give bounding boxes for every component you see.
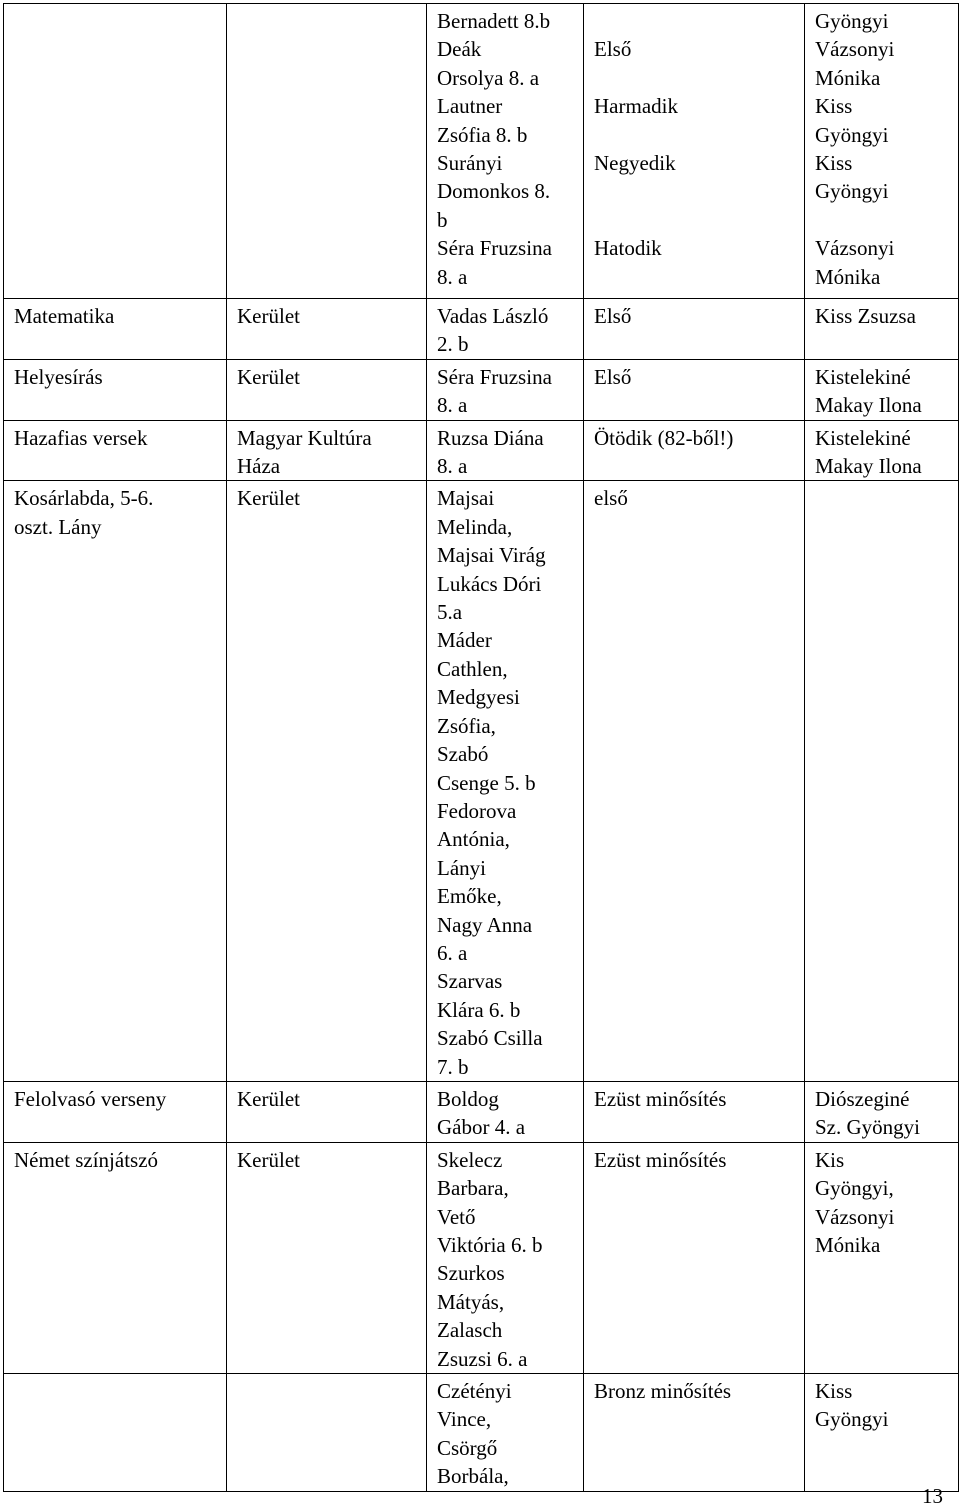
- cell-line: 2. b: [437, 332, 469, 357]
- teacher-cell: [805, 4, 959, 299]
- cell-line: Szarvas: [437, 969, 503, 994]
- result-cell: [584, 481, 805, 1082]
- cell-line: Szabó: [437, 742, 489, 767]
- cell-line: Sz. Gyöngyi: [815, 1115, 920, 1140]
- cell-line: Domonkos 8.: [437, 179, 551, 204]
- cell-line: Felolvasó verseny: [14, 1086, 167, 1111]
- result-cell: [584, 1142, 805, 1373]
- cell-line: Séra Fruzsina: [437, 364, 552, 389]
- cell-line: [815, 206, 950, 234]
- cell-line: Kerület: [237, 486, 300, 511]
- table-row: [4, 481, 959, 1082]
- cell-line: [594, 177, 796, 205]
- cell-line: Séra Fruzsina: [437, 236, 552, 261]
- cell-line: 7. b: [437, 1054, 469, 1079]
- cell-line: Bronz minősítés: [594, 1379, 732, 1404]
- cell-line: Matematika: [14, 304, 115, 328]
- cell-line: Mónika: [815, 1233, 881, 1257]
- cell-line: 6. a: [437, 940, 468, 965]
- students-cell: [427, 420, 584, 481]
- level-cell: [227, 1081, 427, 1142]
- cell-line: Makay Ilona: [815, 454, 922, 479]
- teacher-cell: [805, 1081, 959, 1142]
- cell-line: Deák: [437, 37, 482, 62]
- cell-line: Csörgő: [437, 1435, 498, 1460]
- cell-line: [594, 206, 796, 234]
- result-cell: [584, 359, 805, 420]
- cell-line: Vázsonyi: [815, 37, 895, 62]
- level-cell: [227, 359, 427, 420]
- cell-line: Gyöngyi: [815, 1407, 889, 1432]
- cell-line: Skelecz: [437, 1147, 503, 1172]
- table-row: [4, 359, 959, 420]
- cell-line: Kosárlabda, 5-6.: [14, 486, 154, 511]
- teacher-cell: [805, 1374, 959, 1492]
- teacher-cell: [805, 1142, 959, 1373]
- cell-line: 8. a: [437, 264, 468, 289]
- cell-line: Ezüst minősítés: [594, 1147, 727, 1172]
- cell-line: [594, 64, 796, 92]
- cell-line: Kerület: [237, 304, 300, 328]
- cell-line: [594, 263, 796, 291]
- cell-line: Mónika: [815, 264, 881, 289]
- cell-line: Antónia,: [437, 827, 510, 852]
- cell-line: Surányi: [437, 151, 503, 176]
- cell-line: Zsófia 8. b: [437, 122, 528, 147]
- table-row: [4, 1374, 959, 1492]
- cell-line: Harmadik: [594, 94, 678, 119]
- cell-line: Mátyás,: [437, 1289, 505, 1314]
- students-cell: [427, 1081, 584, 1142]
- cell-line: Kerület: [237, 364, 300, 389]
- result-cell: [584, 420, 805, 481]
- cell-line: [594, 7, 796, 35]
- students-cell: [427, 1142, 584, 1373]
- cell-line: Vető: [437, 1204, 476, 1229]
- result-cell: [584, 1081, 805, 1142]
- level-cell: [227, 1374, 427, 1492]
- cell-line: Emőke,: [437, 884, 502, 909]
- students-cell: [427, 1374, 584, 1492]
- cell-line: Zsófia,: [437, 713, 496, 738]
- cell-line: Makay Ilona: [815, 393, 922, 418]
- cell-line: Kerület: [237, 1147, 300, 1172]
- cell-line: Kerület: [237, 1086, 300, 1111]
- cell-line: Kis: [815, 1147, 845, 1172]
- cell-line: Gyöngyi,: [815, 1176, 894, 1201]
- cell-line: Melinda,: [437, 514, 513, 539]
- cell-line: Helyesírás: [14, 364, 103, 389]
- table-body: [4, 4, 959, 1492]
- cell-line: Hatodik: [594, 236, 662, 261]
- cell-line: Szurkos: [437, 1261, 505, 1286]
- cell-line: Majsai Virág: [437, 543, 546, 568]
- cell-line: Majsai: [437, 486, 495, 511]
- cell-line: Medgyesi: [437, 685, 520, 710]
- cell-line: 8. a: [437, 393, 468, 418]
- cell-line: Szabó Csilla: [437, 1026, 543, 1051]
- cell-line: Gyöngyi: [815, 179, 889, 204]
- cell-line: Kiss Zsuzsa: [815, 304, 916, 328]
- level-cell: [227, 420, 427, 481]
- cell-line: Hazafias versek: [14, 425, 148, 450]
- result-cell: [584, 1374, 805, 1492]
- cell-line: [594, 121, 796, 149]
- cell-line: Vadas László: [437, 304, 549, 328]
- page-number: 13: [922, 1484, 943, 1508]
- table-row: [4, 1081, 959, 1142]
- level-cell: [227, 4, 427, 299]
- competition-cell: [4, 299, 227, 360]
- cell-line: Háza: [237, 454, 281, 479]
- cell-line: Csenge 5. b: [437, 770, 536, 795]
- cell-line: Ötödik (82-ből!): [594, 425, 734, 450]
- result-cell: [584, 299, 805, 360]
- cell-line: oszt. Lány: [14, 514, 102, 539]
- cell-line: Kistelekiné: [815, 425, 911, 450]
- cell-line: Német színjátszó: [14, 1147, 159, 1172]
- cell-line: Bernadett 8.b: [437, 9, 551, 33]
- teacher-cell: [805, 359, 959, 420]
- students-cell: [427, 299, 584, 360]
- cell-line: Kiss: [815, 1379, 853, 1404]
- cell-line: Viktória 6. b: [437, 1233, 543, 1257]
- cell-line: Nagy Anna: [437, 912, 533, 937]
- competition-results-table: [3, 3, 959, 1492]
- cell-line: Első: [594, 37, 632, 62]
- result-cell: [584, 4, 805, 299]
- students-cell: [427, 359, 584, 420]
- competition-cell: [4, 1142, 227, 1373]
- cell-line: első: [594, 486, 628, 511]
- cell-line: 5.a: [437, 600, 463, 625]
- students-cell: [427, 4, 584, 299]
- cell-line: Fedorova: [437, 798, 517, 823]
- table-row: [4, 299, 959, 360]
- cell-line: Negyedik: [594, 151, 676, 176]
- cell-line: Gyöngyi: [815, 122, 889, 147]
- cell-line: Kiss: [815, 151, 853, 176]
- cell-line: Máder: [437, 628, 492, 653]
- cell-line: Vázsonyi: [815, 1204, 895, 1229]
- teacher-cell: [805, 420, 959, 481]
- teacher-cell: [805, 481, 959, 1082]
- cell-line: Vázsonyi: [815, 236, 895, 261]
- cell-line: Első: [594, 364, 632, 389]
- competition-cell: [4, 420, 227, 481]
- cell-line: Mónika: [815, 65, 881, 90]
- cell-line: b: [437, 207, 448, 232]
- competition-cell: [4, 481, 227, 1082]
- cell-line: Zalasch: [437, 1318, 503, 1343]
- cell-line: Lányi: [437, 855, 486, 880]
- cell-line: Kiss: [815, 94, 853, 119]
- competition-cell: [4, 1374, 227, 1492]
- competition-cell: [4, 4, 227, 299]
- table-row: [4, 4, 959, 299]
- cell-line: Vince,: [437, 1407, 492, 1432]
- cell-line: Klára 6. b: [437, 997, 521, 1022]
- level-cell: [227, 299, 427, 360]
- cell-line: Borbála,: [437, 1464, 509, 1489]
- cell-line: Magyar Kultúra: [237, 425, 372, 450]
- cell-line: Első: [594, 304, 632, 328]
- cell-line: Orsolya 8. a: [437, 65, 540, 90]
- cell-line: Ezüst minősítés: [594, 1086, 727, 1111]
- cell-line: Lukács Dóri: [437, 571, 542, 596]
- cell-line: Diószeginé: [815, 1086, 910, 1111]
- teacher-cell: [805, 299, 959, 360]
- cell-line: Lautner: [437, 94, 503, 119]
- cell-line: Gábor 4. a: [437, 1115, 526, 1140]
- cell-line: Czétényi: [437, 1379, 512, 1404]
- cell-line: Gyöngyi: [815, 9, 889, 33]
- table-row: [4, 420, 959, 481]
- cell-line: Ruzsa Diána: [437, 425, 544, 450]
- competition-cell: [4, 359, 227, 420]
- table-row: [4, 1142, 959, 1373]
- cell-line: Zsuzsi 6. a: [437, 1346, 528, 1371]
- cell-line: Boldog: [437, 1086, 499, 1111]
- students-cell: [427, 481, 584, 1082]
- competition-cell: [4, 1081, 227, 1142]
- cell-line: Cathlen,: [437, 656, 508, 681]
- level-cell: [227, 481, 427, 1082]
- level-cell: [227, 1142, 427, 1373]
- cell-line: 8. a: [437, 454, 468, 479]
- cell-line: Kistelekiné: [815, 364, 911, 389]
- cell-line: Barbara,: [437, 1176, 509, 1201]
